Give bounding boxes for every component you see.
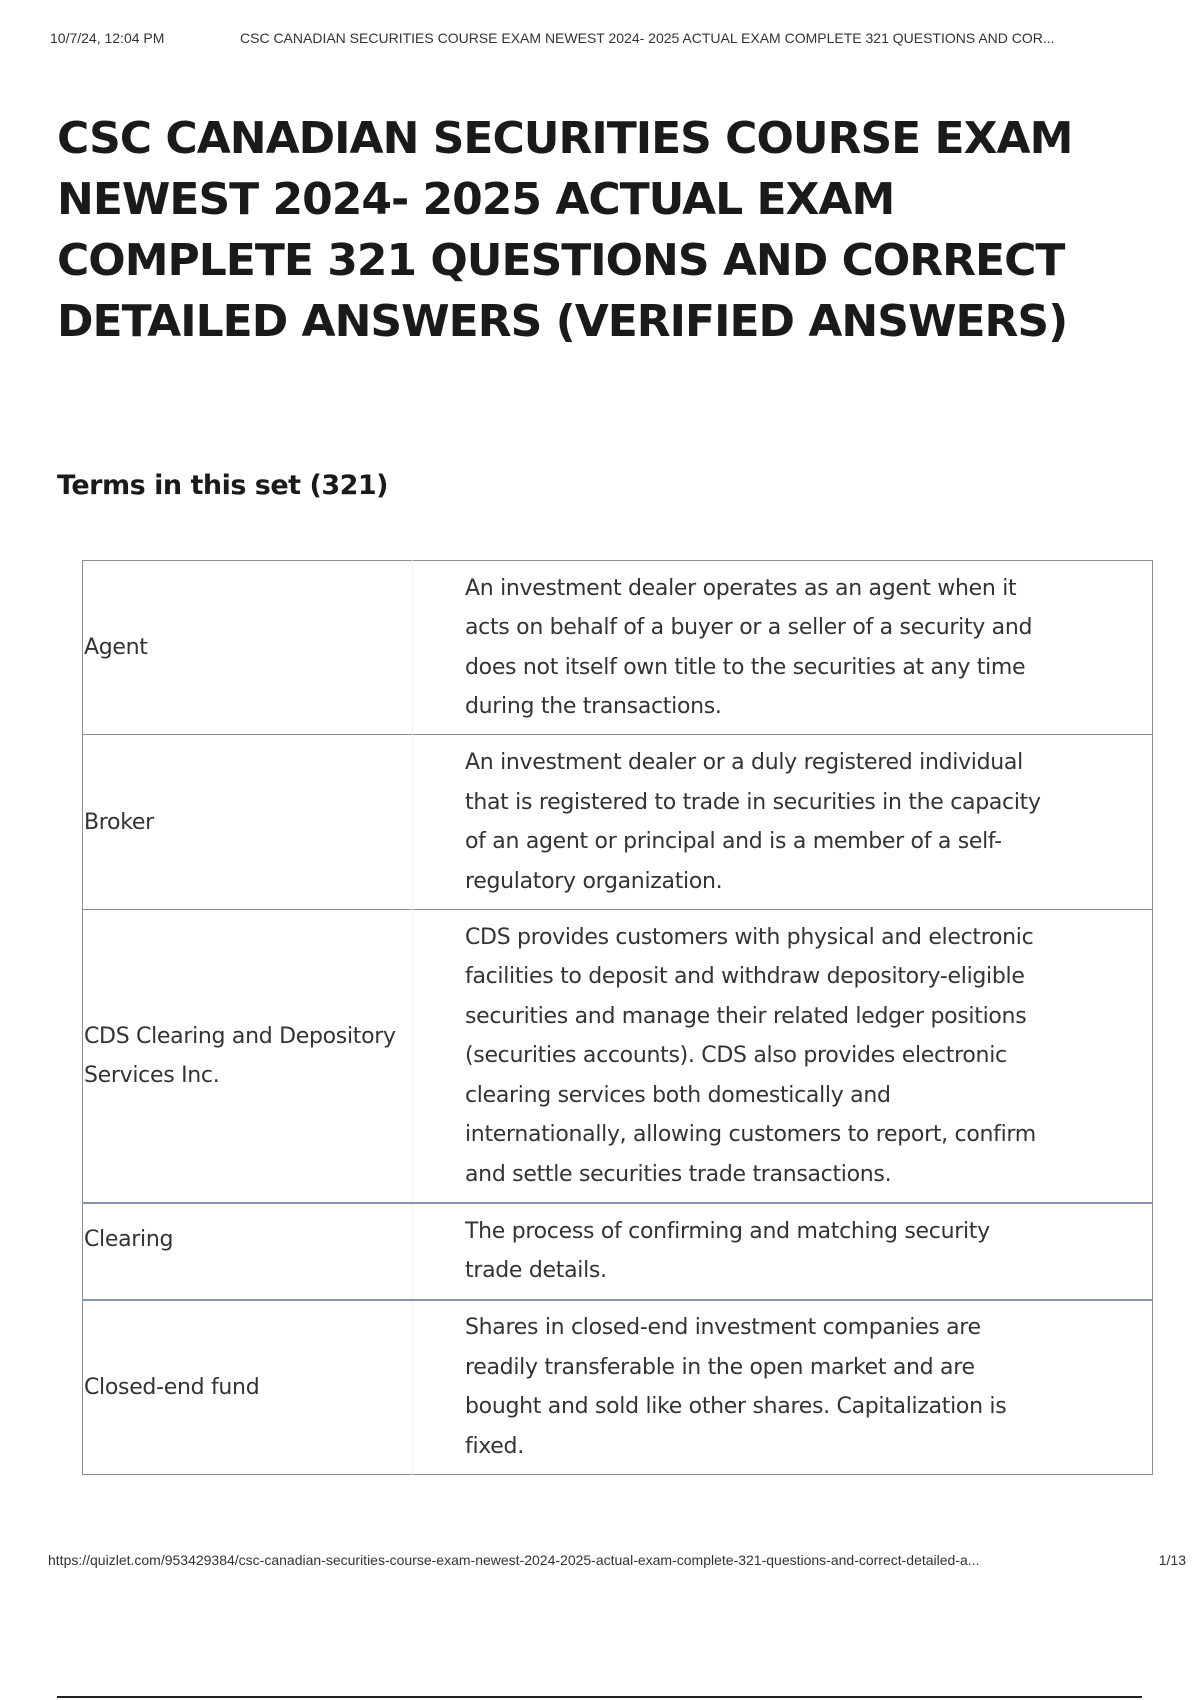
- page-divider: [57, 1696, 1142, 1698]
- definition-cell: An investment dealer operates as an agent when it acts on behalf of a buyer or a seller of a security and does not itself own title to the securities at any time during the transactions.: [465, 575, 1033, 719]
- terms-table: [82, 560, 1153, 1475]
- term-cell: CDS Clearing and Depository Services Inc.: [83, 910, 413, 1203]
- print-url: https://quizlet.com/953429384/csc-canadian-securities-course-exam-newest-2024-2025-actual-exam-complete-321-questions-and-correct-detailed-a...: [48, 1552, 980, 1568]
- page-number: 1/13: [1158, 1552, 1186, 1568]
- print-page-title: CSC CANADIAN SECURITIES COURSE EXAM NEWEST 2024- 2025 ACTUAL EXAM COMPLETE 321 QUESTIONS AND COR...: [240, 30, 1055, 46]
- print-footer: [48, 1552, 1186, 1572]
- terms-heading: Terms in this set (321): [57, 470, 389, 501]
- table-row: [83, 735, 1153, 910]
- term-cell: Agent: [83, 561, 413, 735]
- print-header: [50, 30, 1176, 50]
- definition-cell: CDS provides customers with physical and electronic facilities to deposit and withdraw depository-eligible securities and manage their related ledger positions (securities accounts). CDS also provides electronic clearing services both domestically and internationally, allowing customers to report, confirm and settle securities trade transactions.: [465, 924, 1036, 1187]
- table-row: [83, 1300, 1153, 1475]
- table-row: [83, 561, 1153, 735]
- table-row: [83, 910, 1153, 1203]
- definition-cell: The process of confirming and matching security trade details.: [465, 1218, 990, 1283]
- definition-cell: An investment dealer or a duly registered individual that is registered to trade in securities in the capacity of an agent or principal and is a member of a self-regulatory organization.: [465, 750, 1041, 894]
- definition-cell: Shares in closed-end investment companies are readily transferable in the open market and are bought and sold like other shares. Capitalization is fixed.: [465, 1315, 1007, 1459]
- term-cell: Broker: [83, 735, 413, 910]
- table-row: [83, 1203, 1153, 1300]
- document-title: CSC CANADIAN SECURITIES COURSE EXAM NEWEST 2024- 2025 ACTUAL EXAM COMPLETE 321 QUESTIONS AND CORRECT DETAILED ANSWERS (VERIFIED ANSWERS): [57, 113, 1073, 347]
- print-timestamp: 10/7/24, 12:04 PM: [50, 30, 165, 46]
- term-cell: Clearing: [83, 1203, 413, 1300]
- term-cell: Closed-end fund: [83, 1300, 413, 1475]
